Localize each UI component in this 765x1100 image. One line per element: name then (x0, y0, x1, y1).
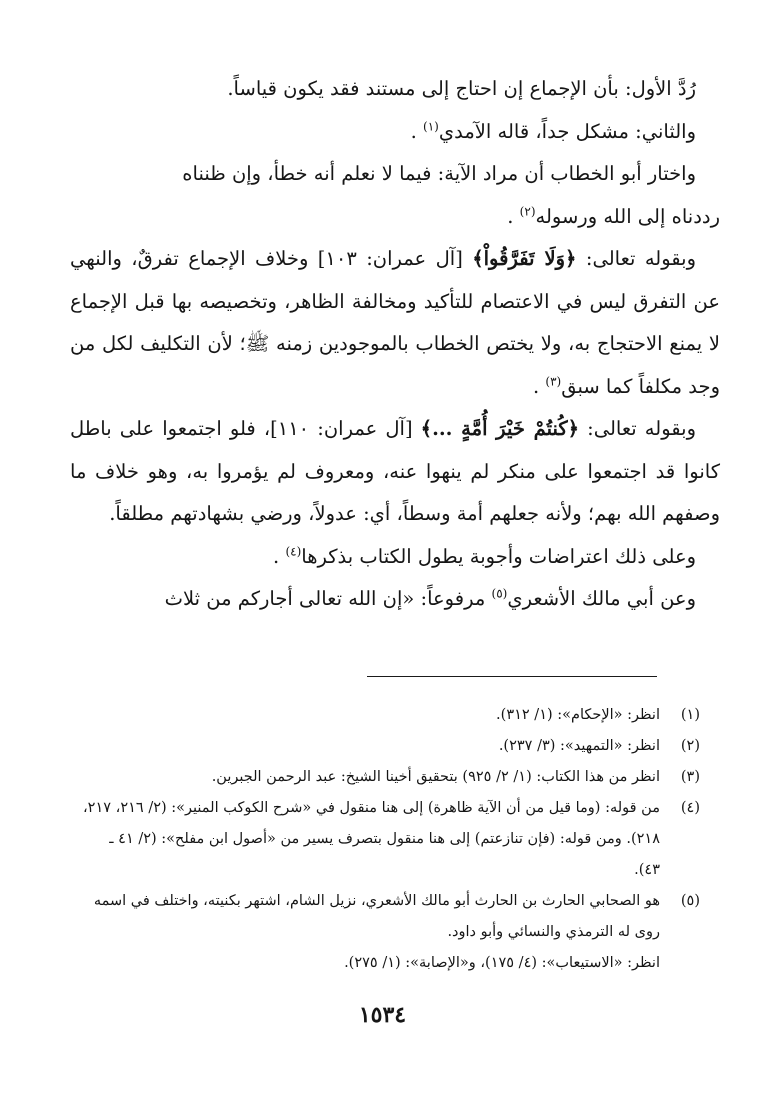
footnote-text: من قوله: (وما قيل من أن الآية ظاهرة) إلى هنا منقول في «شرح الكوكب المنير»: (٢/ ٢١٦، ٢١٧، ٢١٨). ومن قوله: (فإن تنازعتم) إلى هنا منقول بتصرف يسير من «أصول ابن مفلح»: (٢/ ٤١ ـ ٤٣). (82, 800, 660, 878)
paragraph-5-text: [آل عمران: ١١٠]، فلو اجتمعوا على باطل كانوا قد اجتمعوا على منكر لم ينهوا عنه، ومعروف لم يؤمروا به، وهو خلاف ما وصفهم الله بهم؛ ولأنه جعلهم أمة وسطاً، أي: عدولاً، ورضي بشهادتهم مطلقاً. (70, 417, 720, 525)
paragraph-1-text: رُدَّ الأول: بأن الإجماع إن احتاج إلى مستند فقد يكون قياساً. (227, 77, 696, 100)
footnote-ref-4[interactable]: (٤) (285, 544, 302, 558)
paragraph-6-text: وعلى ذلك اعتراضات وأجوبة يطول الكتاب بذكرها (301, 544, 696, 568)
footnote-3 (80, 762, 700, 793)
paragraph-7-start: وعن أبي مالك الأشعري (507, 587, 696, 610)
footnote-number: (٢) (680, 738, 700, 754)
footnote-text-sources: انظر: «الاستيعاب»: (٤/ ١٧٥)، و«الإصابة»: (١/ ٢٧٥). (344, 955, 660, 971)
footnote-ref-3[interactable]: (٣) (545, 374, 562, 388)
page-number: ١٥٣٤ (358, 1002, 407, 1028)
footnote-number: (١) (680, 707, 700, 723)
paragraph-4-start: وبقوله تعالى: (576, 247, 697, 270)
footnotes (80, 700, 700, 979)
paragraph-4-end: . (533, 374, 540, 398)
footnote-text: هو الصحابي الحارث بن الحارث أبو مالك الأشعري، نزيل الشام، اشتهر بكنيته، واختلف في اسمه روى له الترمذي والنسائي وأبو داود. (93, 893, 660, 940)
paragraph-7 (70, 578, 720, 621)
footnote-4 (80, 793, 700, 886)
footnote-text: انظر: «التمهيد»: (٣/ ٢٣٧). (498, 738, 660, 754)
paragraph-2-text: والثاني: مشكل جداً، قاله الآمدي (438, 119, 696, 143)
main-text (70, 68, 720, 621)
quran-verse-2: ﴿كُنتُمْ خَيْرَ أُمَّةٍ ...﴾ (420, 417, 580, 440)
paragraph-6-end: . (273, 544, 280, 568)
paragraph-3-line-2: رددناه إلى الله ورسوله (535, 204, 720, 228)
paragraph-3 (70, 153, 720, 238)
footnote-ref-2[interactable]: (٢) (519, 204, 536, 218)
footnote-number: (٤) (680, 800, 700, 816)
footnote-ref-1[interactable]: (١) (423, 119, 439, 133)
paragraph-7-text: مرفوعاً: «إن الله تعالى أجاركم من ثلاث (164, 587, 492, 610)
paragraph-5-start: وبقوله تعالى: (579, 417, 696, 440)
paragraph-1 (70, 68, 720, 111)
quran-verse-1: ﴿وَلَا تَفَرَّقُواْ﴾ (472, 247, 577, 270)
footnote-text: انظر: «الإحكام»: (١/ ٣١٢). (496, 707, 660, 723)
footnote-1 (80, 700, 700, 731)
paragraph-5 (70, 408, 720, 536)
footnote-number: (٥) (680, 893, 700, 909)
paragraph-2-end: . (410, 119, 417, 143)
paragraph-4-text: [آل عمران: ١٠٣] وخلاف الإجماع تفرقٌ، والنهي عن التفرق ليس في الاعتصام للتأكيد ومخالفة الظاهر، وتخصيصه بها قبل الإجماع لا يمنع الاحتجاج به، ولا يختص الخطاب بالموجودين زمنه ﷺ؛ لأن التكليف لكل من وجد مكلفاً كما سبق (70, 247, 720, 398)
footnote-5 (80, 886, 700, 979)
footnote-ref-5[interactable]: (٥) (491, 586, 508, 601)
paragraph-3-end: . (507, 204, 514, 228)
paragraph-4 (70, 238, 720, 408)
footnote-separator (367, 676, 657, 677)
paragraph-3-line-1: واختار أبو الخطاب أن مراد الآية: فيما لا نعلم أنه خطأ، وإن ظنناه (182, 162, 696, 185)
footnote-text: انظر من هذا الكتاب: (١/ ٢/ ٩٢٥) بتحقيق أخينا الشيخ: عبد الرحمن الجبرين. (211, 769, 660, 785)
paragraph-6 (70, 536, 720, 579)
footnote-2 (80, 731, 700, 762)
paragraph-2 (70, 111, 720, 154)
footnote-number: (٣) (680, 769, 700, 785)
